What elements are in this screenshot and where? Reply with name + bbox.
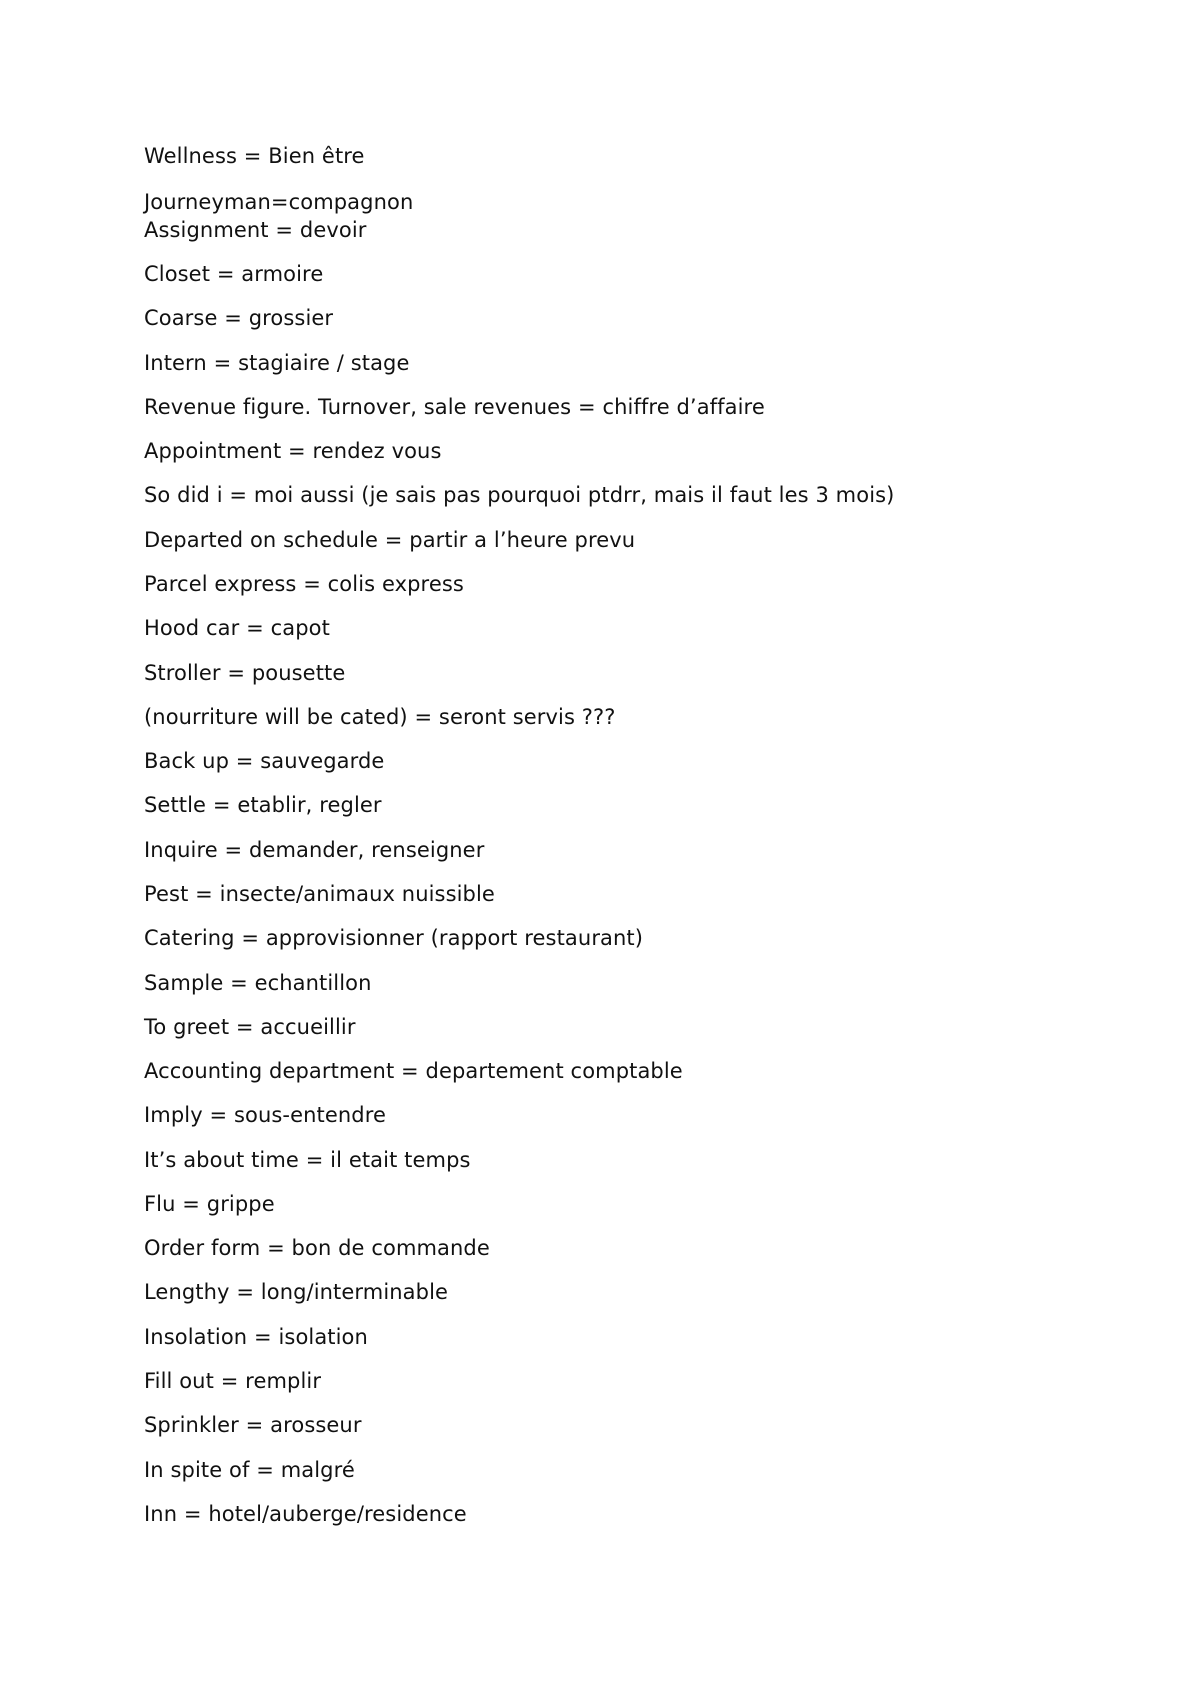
vocab-line: Inquire = demander, renseigner — [144, 838, 485, 862]
vocab-line: Sprinkler = arosseur — [144, 1413, 362, 1437]
vocab-line: Back up = sauvegarde — [144, 749, 385, 773]
vocab-line: It’s about time = il etait temps — [144, 1148, 471, 1172]
vocab-line: Hood car = capot — [144, 616, 330, 640]
vocab-line: Accounting department = departement comptable — [144, 1059, 683, 1083]
vocab-line: To greet = accueillir — [144, 1015, 356, 1039]
vocab-line: Settle = etablir, regler — [144, 793, 382, 817]
vocab-line: (nourriture will be cated) = seront servis ??? — [144, 705, 616, 729]
vocab-line: Sample = echantillon — [144, 971, 372, 995]
vocab-line: Insolation = isolation — [144, 1325, 368, 1349]
vocab-line: Order form = bon de commande — [144, 1236, 490, 1260]
vocab-line: Departed on schedule = partir a l’heure prevu — [144, 528, 636, 552]
vocab-line: Pest = insecte/animaux nuissible — [144, 882, 495, 906]
vocab-line: Catering = approvisionner (rapport restaurant) — [144, 926, 644, 950]
vocab-line: Imply = sous-entendre — [144, 1103, 387, 1127]
vocab-line: Lengthy = long/interminable — [144, 1280, 449, 1304]
vocab-line: Flu = grippe — [144, 1192, 275, 1216]
vocab-line: Closet = armoire — [144, 262, 324, 286]
vocab-line: Parcel express = colis express — [144, 572, 464, 596]
vocab-line: Appointment = rendez vous — [144, 439, 442, 463]
vocab-line: Intern = stagiaire / stage — [144, 351, 410, 375]
vocab-line: Assignment = devoir — [144, 218, 367, 242]
vocab-line: So did i = moi aussi (je sais pas pourquoi ptdrr, mais il faut les 3 mois) — [144, 483, 895, 507]
vocab-line: Journeyman=compagnon — [144, 190, 414, 214]
vocab-line: Revenue figure. Turnover, sale revenues = chiffre d’affaire — [144, 395, 765, 419]
vocab-line: Inn = hotel/auberge/residence — [144, 1502, 467, 1526]
vocab-line: In spite of = malgré — [144, 1458, 355, 1482]
vocab-line: Fill out = remplir — [144, 1369, 322, 1393]
vocab-line: Stroller = pousette — [144, 661, 346, 685]
vocab-line: Coarse = grossier — [144, 306, 334, 330]
vocab-line: Wellness = Bien être — [144, 144, 365, 168]
